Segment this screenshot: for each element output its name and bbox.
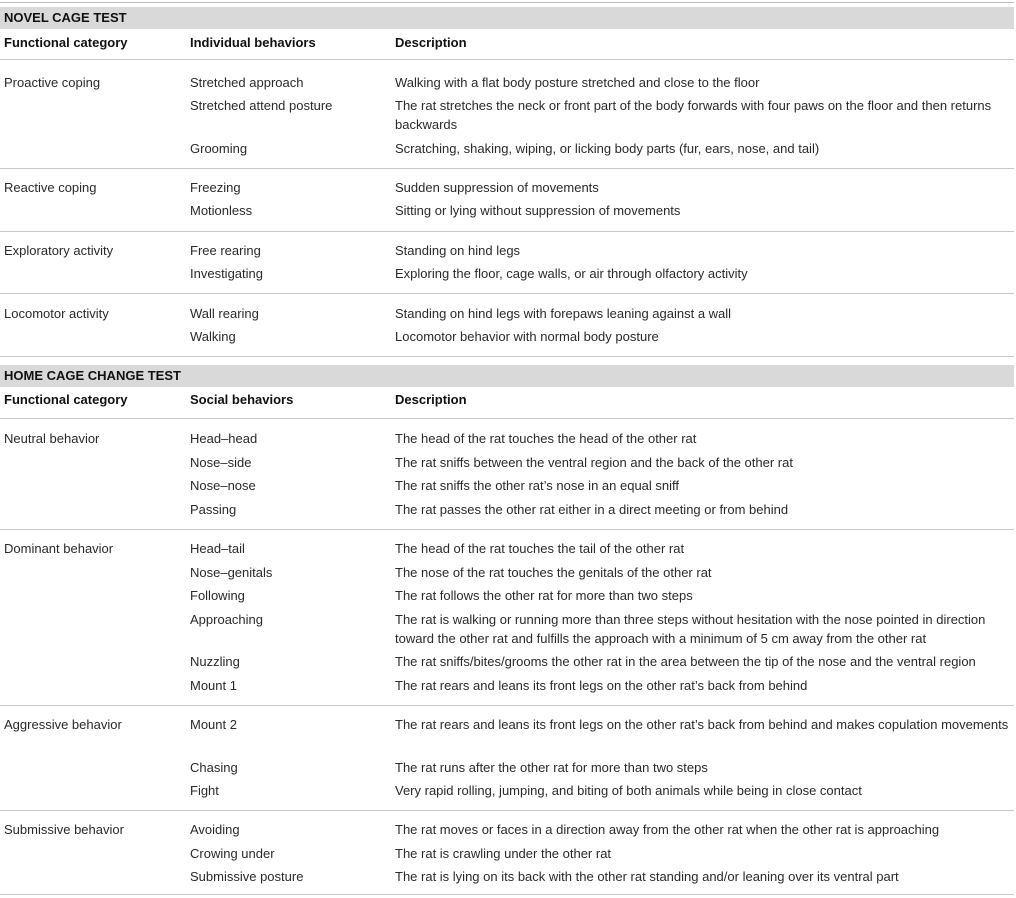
behavior-cell: Submissive posture bbox=[190, 869, 304, 884]
behavior-cell: Wall rearing bbox=[190, 306, 259, 321]
description-cell: Walking with a flat body posture stretched and close to the floor bbox=[395, 75, 760, 90]
description-cell: The rat moves or faces in a direction away from the other rat when the other rat is approaching bbox=[395, 822, 940, 837]
category-cell: Dominant behavior bbox=[4, 541, 114, 556]
category-cell: Reactive coping bbox=[4, 180, 97, 195]
description-cell: Sitting or lying without suppression of movements bbox=[395, 203, 681, 218]
behavior-cell: Avoiding bbox=[190, 822, 240, 837]
description-cell: The rat is lying on its back with the other rat standing and/or leaning over its ventral part bbox=[395, 869, 899, 884]
behavior-cell: Nose–side bbox=[190, 455, 252, 470]
description-cell: Standing on hind legs bbox=[395, 243, 521, 258]
description-cell: The rat sniffs between the ventral region and the back of the other rat bbox=[395, 455, 793, 470]
behavior-cell: Nose–genitals bbox=[190, 565, 273, 580]
section-title-novel-cage-test: NOVEL CAGE TEST bbox=[0, 7, 1014, 29]
description-cell: The head of the rat touches the head of the other rat bbox=[395, 431, 697, 446]
column-header-description: Description bbox=[395, 35, 467, 50]
behavior-cell: Nuzzling bbox=[190, 654, 240, 669]
behavior-cell: Freezing bbox=[190, 180, 241, 195]
behavior-cell: Following bbox=[190, 588, 245, 603]
description-cell: Very rapid rolling, jumping, and biting of both animals while being in close contact bbox=[395, 783, 862, 798]
category-cell: Locomotor activity bbox=[4, 306, 109, 321]
group-separator bbox=[0, 529, 1014, 530]
description-cell: The rat sniffs the other rat’s nose in an equal sniff bbox=[395, 478, 680, 493]
behavior-cell: Motionless bbox=[190, 203, 253, 218]
description-cell: The head of the rat touches the tail of the other rat bbox=[395, 541, 685, 556]
table-bottom-rule bbox=[0, 894, 1014, 895]
group-separator bbox=[0, 293, 1014, 294]
description-cell: Locomotor behavior with normal body posture bbox=[395, 329, 659, 344]
behavior-cell: Passing bbox=[190, 502, 237, 517]
behavior-cell: Free rearing bbox=[190, 243, 261, 258]
behavior-cell: Investigating bbox=[190, 266, 263, 281]
behavior-cell: Nose–nose bbox=[190, 478, 256, 493]
behavior-cell: Stretched approach bbox=[190, 75, 304, 90]
column-header-description: Description bbox=[395, 392, 467, 407]
group-separator bbox=[0, 705, 1014, 706]
behavior-cell: Stretched attend posture bbox=[190, 98, 333, 113]
header-rule bbox=[0, 418, 1014, 419]
behavior-cell: Fight bbox=[190, 783, 219, 798]
behavior-cell: Crowing under bbox=[190, 846, 275, 861]
description-cell: The rat is walking or running more than three steps without hesitation with the nose pointed in direction toward the other rat and fulfills the approach with a minimum of 5 cm away from the other rat bbox=[395, 612, 986, 646]
behavior-cell: Walking bbox=[190, 329, 236, 344]
category-cell: Proactive coping bbox=[4, 75, 101, 90]
description-cell: The rat runs after the other rat for more than two steps bbox=[395, 760, 708, 775]
section-end-rule bbox=[0, 356, 1014, 357]
description-cell: The rat rears and leans its front legs on the other rat’s back from behind bbox=[395, 678, 808, 693]
category-cell: Submissive behavior bbox=[4, 822, 124, 837]
description-cell: The nose of the rat touches the genitals of the other rat bbox=[395, 565, 712, 580]
group-separator bbox=[0, 231, 1014, 232]
behavior-cell: Mount 1 bbox=[190, 678, 237, 693]
column-header-functional-category: Functional category bbox=[4, 392, 128, 407]
description-cell: Standing on hind legs with forepaws leaning against a wall bbox=[395, 306, 732, 321]
group-separator bbox=[0, 168, 1014, 169]
column-header-social-behaviors: Social behaviors bbox=[190, 392, 294, 407]
description-cell: The rat stretches the neck or front part of the body forwards with four paws on the floor and then returns backwards bbox=[395, 98, 992, 132]
description-cell: The rat sniffs/bites/grooms the other rat in the area between the tip of the nose and the ventral region bbox=[395, 654, 976, 669]
behavior-cell: Chasing bbox=[190, 760, 238, 775]
behavior-cell: Approaching bbox=[190, 612, 263, 627]
column-header-functional-category: Functional category bbox=[4, 35, 128, 50]
description-cell: The rat follows the other rat for more than two steps bbox=[395, 588, 693, 603]
table-top-rule bbox=[0, 2, 1014, 3]
category-cell: Neutral behavior bbox=[4, 431, 100, 446]
column-header-individual-behaviors: Individual behaviors bbox=[190, 35, 316, 50]
description-cell: The rat passes the other rat either in a direct meeting or from behind bbox=[395, 502, 789, 517]
category-cell: Aggressive behavior bbox=[4, 717, 122, 732]
description-cell: Exploring the floor, cage walls, or air through olfactory activity bbox=[395, 266, 748, 281]
group-separator bbox=[0, 810, 1014, 811]
description-cell: Scratching, shaking, wiping, or licking body parts (fur, ears, nose, and tail) bbox=[395, 141, 820, 156]
behavior-cell: Head–head bbox=[190, 431, 258, 446]
header-rule bbox=[0, 59, 1014, 60]
behavior-cell: Head–tail bbox=[190, 541, 245, 556]
description-cell: Sudden suppression of movements bbox=[395, 180, 599, 195]
behavior-cell: Mount 2 bbox=[190, 717, 237, 732]
description-cell: The rat rears and leans its front legs on the other rat’s back from behind and makes copulation movements bbox=[395, 717, 1009, 732]
category-cell: Exploratory activity bbox=[4, 243, 114, 258]
section-title-home-cage-change-test: HOME CAGE CHANGE TEST bbox=[0, 365, 1014, 387]
description-cell: The rat is crawling under the other rat bbox=[395, 846, 612, 861]
behavior-cell: Grooming bbox=[190, 141, 248, 156]
